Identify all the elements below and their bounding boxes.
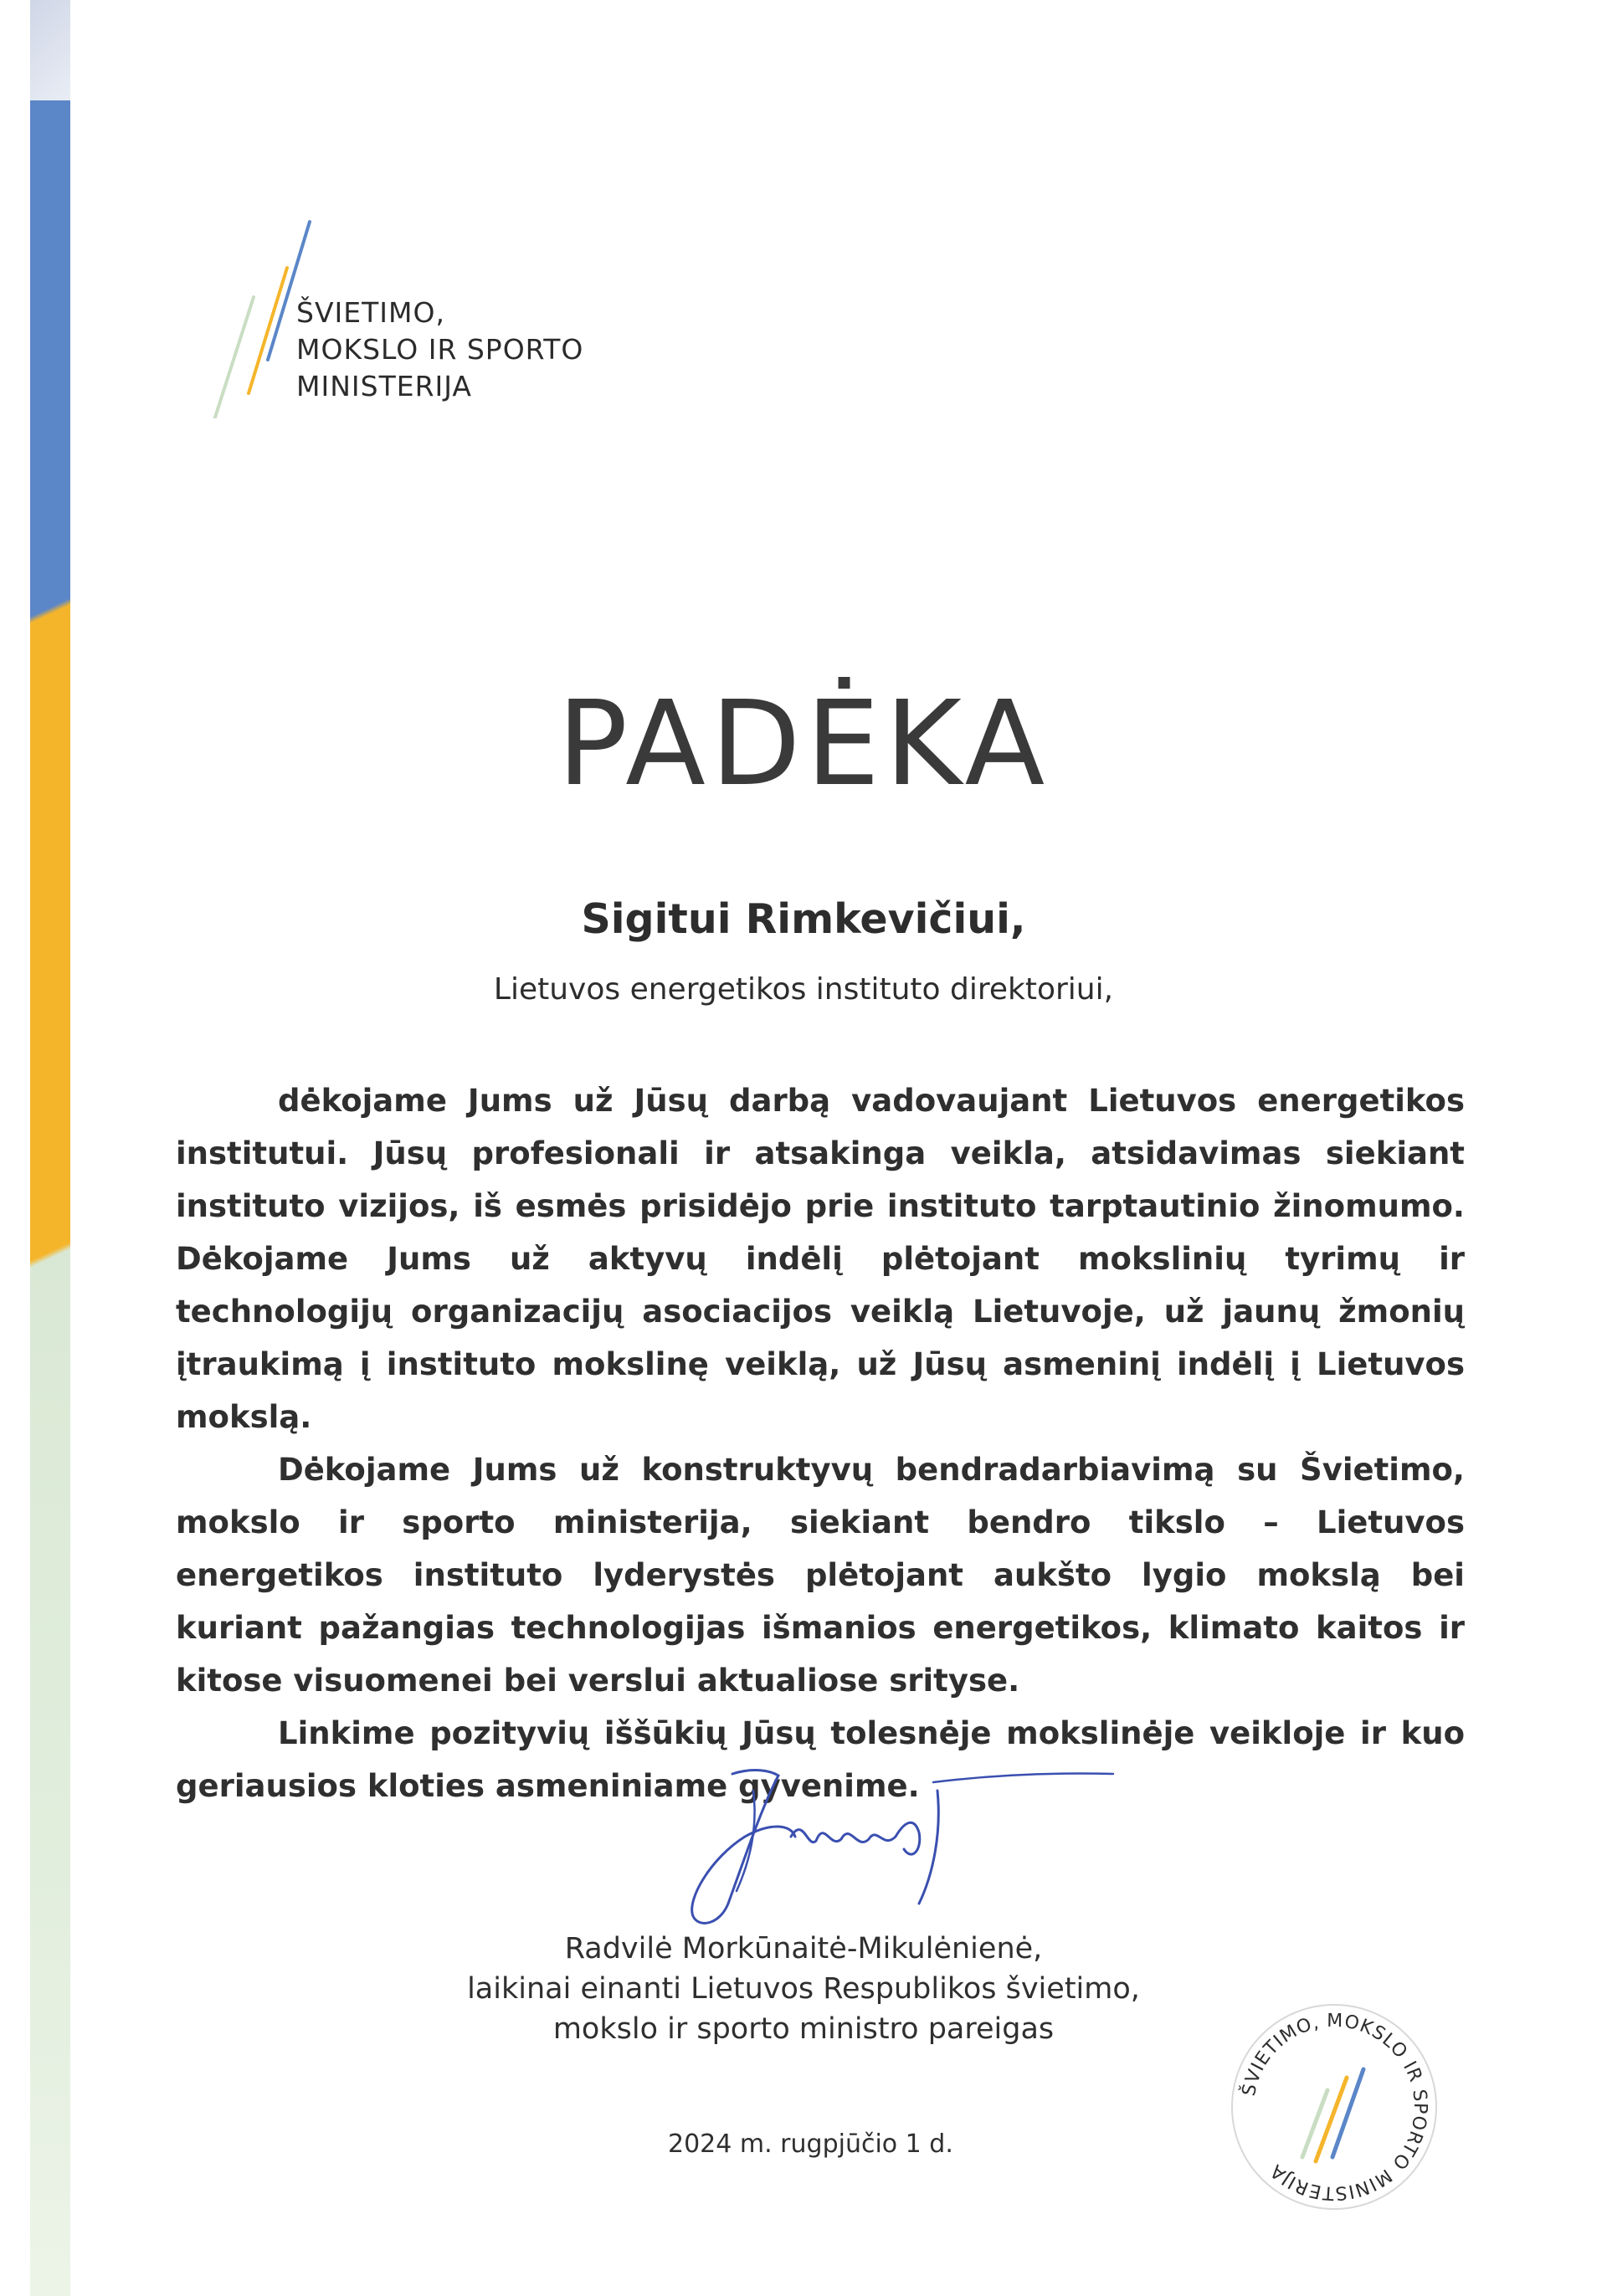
decorative-stripe-blue (30, 100, 70, 594)
decorative-stripe-transition-yellow-green (30, 1230, 70, 1280)
decorative-stripe-top (30, 0, 70, 100)
logo-line-2: MOKSLO IR SPORTO (296, 333, 584, 366)
letter-body (176, 1074, 1465, 1812)
decorative-stripe-transition-blue-yellow (30, 586, 70, 636)
signer-role-line-1: laikinai einanti Lietuvos Respublikos švietimo, (467, 1972, 1140, 2006)
body-paragraph-1: dėkojame Jums už Jūsų darbą vadovaujant Lietuvos energetikos institutui. Jūsų profesionali ir atsakinga veikla, atsidavimas siekiant instituto vizijos, iš esmės prisidėjo prie instituto tarptautinio žinomumo. Dėkojame Jums už aktyvų indėlį plėtojant mokslinių tyrimų ir technologijų organizacijų asociacijos veiklą Lietuvoje, už jaunų žmonių įtraukimą į instituto mokslinę veiklą, už Jūsų asmeninį indėlį į Lietuvos mokslą. (176, 1083, 1465, 1435)
decorative-stripe-green (30, 1238, 70, 2296)
document-date: 2024 m. rugpjūčio 1 d. (668, 2129, 953, 2159)
body-paragraph-3: Linkime pozityvių iššūkių Jūsų tolesnėje mokslinėje veikloje ir kuo geriausios kloties asmeniniame gyvenime. (176, 1715, 1465, 1804)
logo-line-1: ŠVIETIMO, (296, 296, 445, 329)
signer-role-line-2: mokslo ir sporto ministro pareigas (552, 2012, 1055, 2046)
ministry-stamp (1225, 1998, 1443, 2216)
document-title: PADĖKA (557, 676, 1050, 812)
logo-line-3: MINISTERIJA (296, 370, 472, 402)
recipient-name: Sigitui Rimkevičiui, (581, 895, 1026, 943)
ministry-logo-text (296, 295, 583, 405)
body-paragraph-2: Dėkojame Jums už konstruktyvų bendradarbiavimą su Švietimo, mokslo ir sporto ministerija, siekiant bendro tikslo – Lietuvos energetikos instituto lyderystės plėtojant aukšto lygio mokslą bei kuriant pažangias technologijas išmanios energetikos, klimato kaitos ir kitose visuomenei bei verslui aktualiose srityse. (176, 1452, 1465, 1699)
signer-name: Radvilė Morkūnaitė-Mikulėnienė, (564, 1932, 1043, 1965)
recipient-title: Lietuvos energetikos instituto direktoriui, (493, 972, 1114, 1007)
stamp-text: ŠVIETIMO, MOKSLO IR SPORTO MINISTERIJA (1238, 2010, 1431, 2204)
handwritten-signature (653, 1757, 1122, 1941)
